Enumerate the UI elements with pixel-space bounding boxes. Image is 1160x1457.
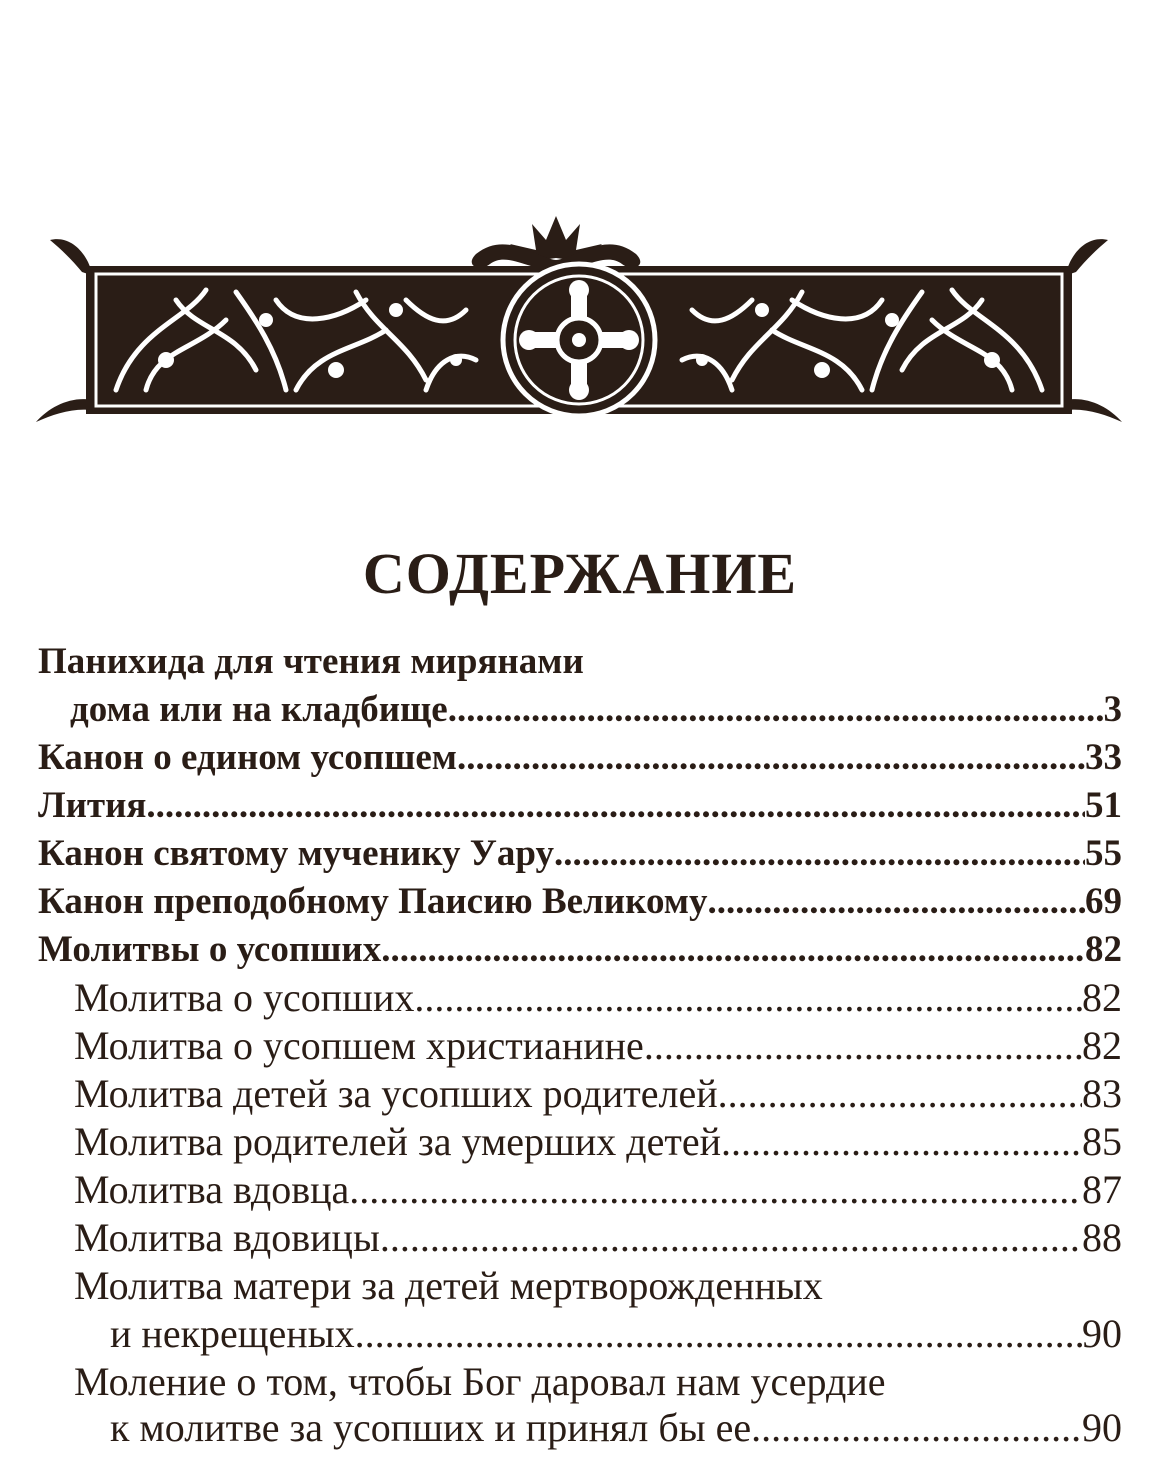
leader-dots: [457, 732, 1085, 784]
toc-entry-title: Молитва о усопшем христианине: [74, 1023, 644, 1068]
toc-page-number: 69: [1085, 881, 1122, 922]
leader-dots: [381, 924, 1085, 976]
toc-entry-title: Канон о едином усопшем: [38, 737, 457, 778]
toc-page-number: 90: [1082, 1311, 1122, 1356]
toc-entry-title: и некрещеных: [110, 1311, 355, 1356]
toc-entry-title: Молитвы о усопших: [38, 929, 382, 970]
toc-page-number: 3: [1103, 689, 1122, 730]
toc-entry-line: [70, 684, 1122, 736]
toc-entry-title: Моление о том, чтобы Бог даровал нам усердие: [74, 1359, 886, 1404]
leader-dots: [414, 972, 1082, 1024]
toc-entry-title: к молитве за усопших и принял бы ее: [110, 1405, 752, 1450]
page-title: СОДЕРЖАНИЕ: [362, 540, 798, 606]
toc-entry-line: [74, 1356, 1122, 1408]
toc-page-number: 83: [1082, 1071, 1122, 1116]
toc-entry-title: Молитва родителей за умерших детей: [74, 1119, 722, 1164]
toc-page-number: 82: [1082, 1023, 1122, 1068]
toc-entry-line: [74, 1020, 1122, 1072]
leader-dots: [707, 876, 1085, 928]
toc-entry-title: Молитва детей за усопших родителей: [74, 1071, 718, 1116]
toc-entry-line: [38, 636, 1122, 688]
leader-dots: [644, 1020, 1082, 1072]
toc-entry-title: Канон святому мученику Уару: [38, 833, 555, 874]
leader-dots: [751, 1402, 1082, 1454]
toc-entry-title: Молитва о усопших: [74, 975, 415, 1020]
toc-entry-line: [110, 1308, 1122, 1360]
toc-entry-line: [110, 1402, 1122, 1454]
leader-dots: [380, 1212, 1082, 1264]
toc-page-number: 88: [1082, 1215, 1122, 1260]
toc-entry-line: [38, 828, 1122, 880]
toc-entry-title: Молитва матери за детей мертворожденных: [74, 1263, 823, 1308]
toc-entry-title: Панихида для чтения мирянами: [38, 641, 584, 682]
toc-page-number: 51: [1085, 785, 1122, 826]
toc-entry-line: [74, 972, 1122, 1024]
leader-dots: [448, 684, 1104, 736]
leader-dots: [355, 1308, 1082, 1360]
leader-dots: [554, 828, 1085, 880]
toc-entry-line: [74, 1116, 1122, 1168]
toc-page-number: 33: [1085, 737, 1122, 778]
toc-entry-line: [38, 732, 1122, 784]
toc-entry-title: Канон преподобному Паисию Великому: [38, 881, 708, 922]
toc-page-number: 82: [1082, 975, 1122, 1020]
toc-entry-title: Молитва вдовца: [74, 1167, 350, 1212]
toc-entry-title: Лития: [38, 785, 147, 826]
toc-entry-line: [74, 1164, 1122, 1216]
toc-page-number: 55: [1085, 833, 1122, 874]
toc-page-number: 85: [1082, 1119, 1122, 1164]
toc-entry-title: дома или на кладбище: [70, 689, 448, 730]
toc-page-number: 82: [1085, 929, 1122, 970]
toc-entry-line: [38, 924, 1122, 976]
leader-dots: [721, 1116, 1082, 1168]
leader-dots: [718, 1068, 1082, 1120]
leader-dots: [146, 780, 1085, 832]
leader-dots: [349, 1164, 1082, 1216]
toc-entry-line: [38, 780, 1122, 832]
toc-entry-line: [74, 1212, 1122, 1264]
toc-entry-title: Молитва вдовицы: [74, 1215, 380, 1260]
toc-entry-line: [74, 1068, 1122, 1120]
toc-entry-line: [74, 1260, 1122, 1312]
toc-entry-line: [38, 876, 1122, 928]
toc-page-number: 87: [1082, 1167, 1122, 1212]
toc-page-number: 90: [1082, 1405, 1122, 1450]
